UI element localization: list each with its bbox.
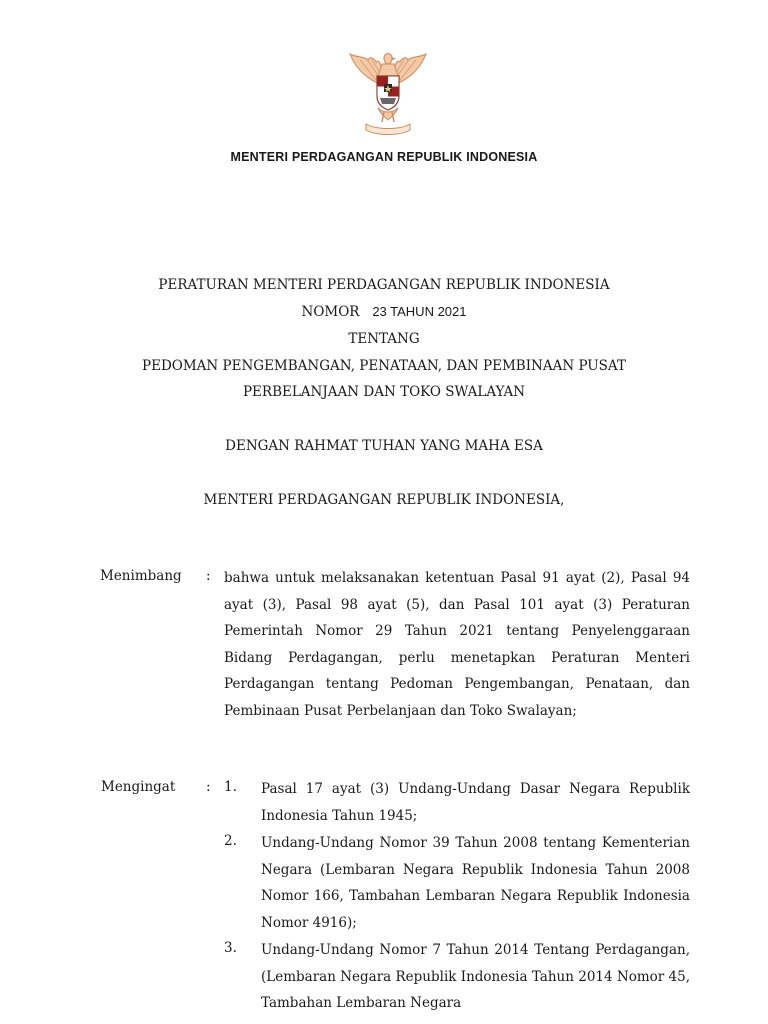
garuda-emblem-icon [340, 46, 436, 138]
subject-line-2: PERBELANJAAN DAN TOKO SWALAYAN [242, 384, 526, 400]
subject-line-1: PEDOMAN PENGEMBANGAN, PENATAAN, DAN PEMBINAAN PUSAT [142, 358, 626, 374]
mengingat-colon: : [206, 779, 211, 795]
nomor-label: NOMOR [301, 304, 360, 320]
regulation-number [0, 304, 768, 320]
list-item-number: 1. [224, 779, 237, 795]
list-item-number: 2. [224, 833, 237, 849]
mengingat-label: Mengingat [101, 779, 176, 795]
list-item-text: Undang-Undang Nomor 39 Tahun 2008 tentang Kementerian Negara (Lembaran Negara Republik Indonesia Tahun 2008 Nomor 166, Tambahan Lembaran Negara Republik Indonesia Nomor 4916); [261, 835, 690, 931]
list-item-text: Pasal 17 ayat (3) Undang-Undang Dasar Negara Republik Indonesia Tahun 1945; [261, 781, 690, 824]
regulation-title: PERATURAN MENTERI PERDAGANGAN REPUBLIK INDONESIA [158, 277, 610, 293]
menimbang-colon: : [206, 568, 211, 584]
menimbang-label: Menimbang [100, 568, 182, 584]
invocation: DENGAN RAHMAT TUHAN YANG MAHA ESA [225, 438, 543, 454]
tentang-heading: TENTANG [348, 331, 420, 347]
nomor-value: 23 TAHUN 2021 [372, 304, 467, 319]
ministry-header: MENTERI PERDAGANGAN REPUBLIK INDONESIA [230, 150, 538, 164]
minister-line: MENTERI PERDAGANGAN REPUBLIK INDONESIA, [203, 492, 565, 508]
menimbang-text: bahwa untuk melaksanakan ketentuan Pasal 91 ayat (2), Pasal 94 ayat (3), Pasal 98 ayat (5), dan Pasal 101 ayat (3) Peraturan Pemerintah Nomor 29 Tahun 2021 tentang Penyelenggaraan Bidang Perdagangan, perlu menetapkan Peraturan Menteri Perdagangan tentang Pedoman Pengembangan, Penataan, dan Pembinaan Pusat Perbelanjaan dan Toko Swalayan; [224, 570, 690, 719]
list-item-number: 3. [224, 940, 237, 956]
list-item-text: Undang-Undang Nomor 7 Tahun 2014 Tentang Perdagangan, (Lembaran Negara Republik Indonesia Tahun 2014 Nomor 45, Tambahan Lembaran Negara [261, 942, 690, 1011]
